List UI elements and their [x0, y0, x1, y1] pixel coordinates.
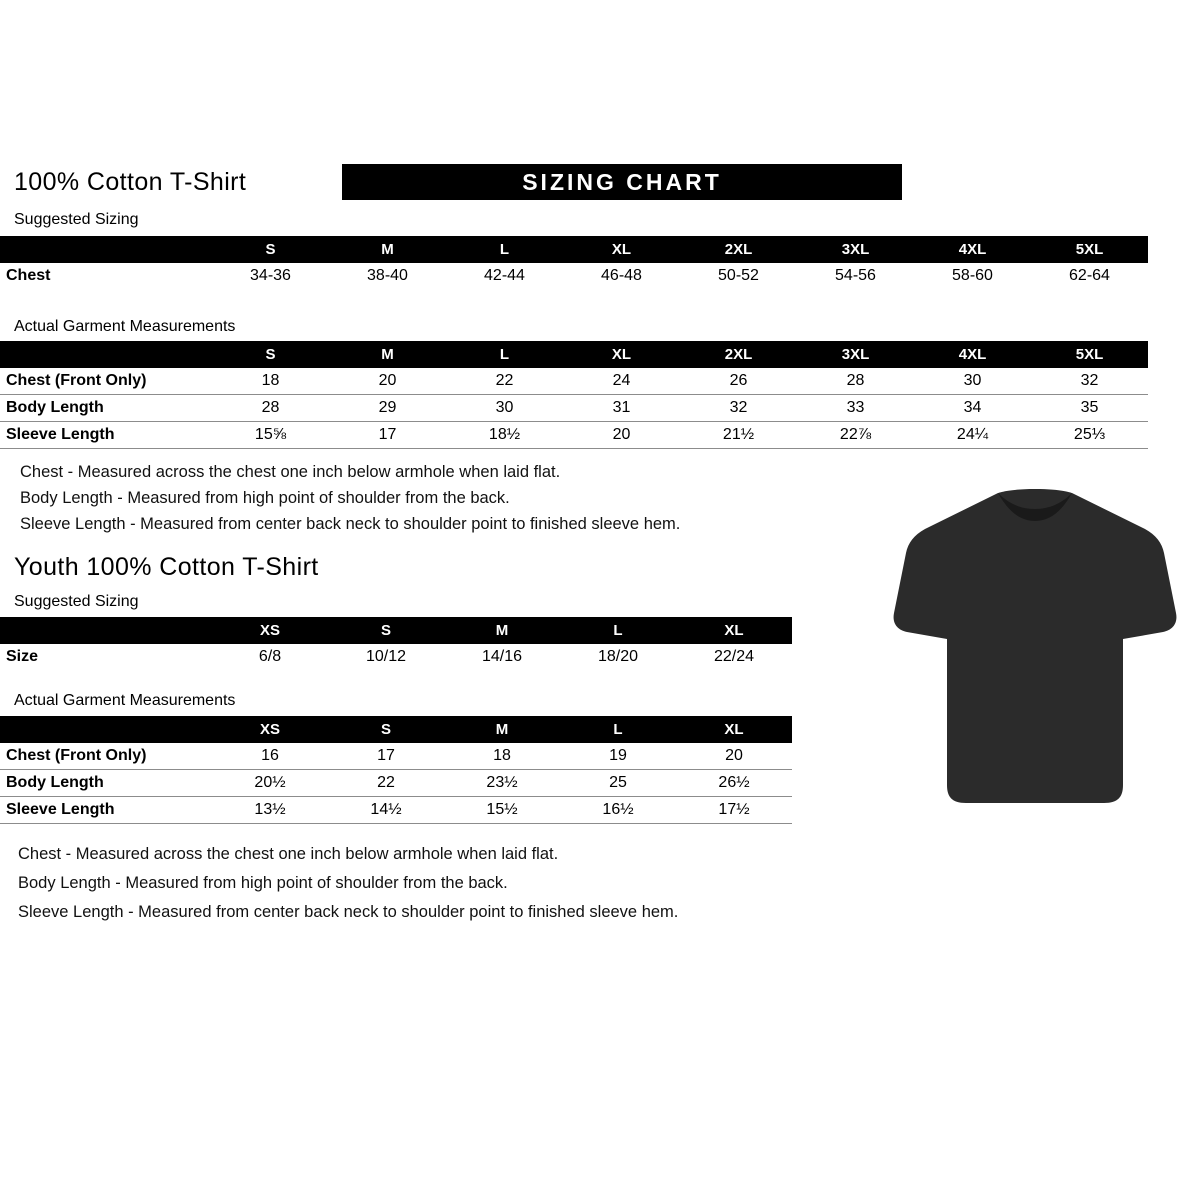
table-cell: 34-36 — [250, 267, 291, 284]
table-cell: 42-44 — [484, 267, 525, 284]
column-header: XL — [676, 617, 792, 644]
table-cell: 24¼ — [956, 426, 989, 443]
column-header: 2XL — [680, 236, 797, 263]
table-cell: 14/16 — [481, 648, 523, 665]
table-cell: 24 — [612, 372, 631, 389]
table-cell: 17 — [377, 747, 395, 764]
row-label: Chest (Front Only) — [6, 372, 147, 389]
adult-note-sleeve-length: Sleeve Length - Measured from center back neck to shoulder point to finished sleeve hem. — [20, 515, 681, 533]
table-cell: 29 — [378, 399, 397, 416]
youth-note-body-length: Body Length - Measured from high point of shoulder from the back. — [18, 874, 508, 892]
table-cell: 16½ — [602, 801, 634, 818]
youth-section-title: Youth 100% Cotton T-Shirt — [14, 553, 319, 581]
table-cell: 17 — [378, 426, 397, 443]
row-label: Chest (Front Only) — [6, 747, 147, 764]
table-cell: 34 — [963, 399, 982, 416]
adult-section-title: 100% Cotton T-Shirt — [14, 168, 247, 196]
column-header: XS — [212, 716, 328, 743]
youth-note-sleeve-length: Sleeve Length - Measured from center back neck to shoulder point to finished sleeve hem. — [18, 903, 679, 921]
adult-note-chest: Chest - Measured across the chest one inch below armhole when laid flat. — [20, 463, 561, 481]
column-header: 4XL — [914, 341, 1031, 368]
table-row — [0, 422, 1148, 449]
column-header: XL — [676, 716, 792, 743]
column-header: M — [444, 716, 560, 743]
table-cell: 6/8 — [258, 648, 282, 665]
table-cell: 58-60 — [952, 267, 993, 284]
table-cell: 19 — [609, 747, 627, 764]
table-header-row — [0, 341, 1148, 368]
table-cell: 22/24 — [713, 648, 755, 665]
column-header — [0, 716, 212, 743]
column-header — [0, 341, 212, 368]
column-header: L — [560, 617, 676, 644]
youth-suggested-sizing-label: Suggested Sizing — [14, 593, 139, 610]
table-cell: 35 — [1080, 399, 1099, 416]
column-header: 4XL — [914, 236, 1031, 263]
column-header: 2XL — [680, 341, 797, 368]
table-row — [0, 263, 1148, 289]
column-header: S — [328, 617, 444, 644]
table-cell: 18 — [261, 372, 280, 389]
table-cell: 21½ — [722, 426, 755, 443]
table-row — [0, 644, 792, 670]
column-header — [0, 617, 212, 644]
table-row — [0, 395, 1148, 422]
table-cell: 18 — [493, 747, 511, 764]
table-cell: 54-56 — [835, 267, 876, 284]
table-cell: 28 — [261, 399, 280, 416]
table-cell: 46-48 — [601, 267, 642, 284]
column-header: S — [328, 716, 444, 743]
table-cell: 20½ — [254, 774, 286, 791]
column-header: S — [212, 341, 329, 368]
table-cell: 25 — [609, 774, 627, 791]
column-header: XS — [212, 617, 328, 644]
column-header: M — [329, 236, 446, 263]
table-cell: 18½ — [488, 426, 521, 443]
table-header-row — [0, 617, 792, 644]
table-cell: 25⅓ — [1073, 426, 1106, 443]
column-header — [0, 236, 212, 263]
table-row — [0, 743, 792, 770]
column-header: 5XL — [1031, 341, 1148, 368]
column-header: L — [560, 716, 676, 743]
table-cell: 16 — [261, 747, 279, 764]
adult-suggested-sizing-label: Suggested Sizing — [14, 211, 139, 228]
table-cell: 23½ — [486, 774, 518, 791]
youth-suggested-sizing-table — [0, 617, 792, 670]
table-cell: 32 — [1080, 372, 1099, 389]
row-label: Body Length — [6, 774, 104, 791]
table-cell: 26½ — [718, 774, 750, 791]
row-label: Sleeve Length — [6, 426, 115, 443]
adult-note-body-length: Body Length - Measured from high point of shoulder from the back. — [20, 489, 510, 507]
row-label: Sleeve Length — [6, 801, 115, 818]
table-cell: 30 — [963, 372, 982, 389]
column-header: XL — [563, 236, 680, 263]
column-header: S — [212, 236, 329, 263]
table-cell: 26 — [729, 372, 748, 389]
table-header-row — [0, 716, 792, 743]
table-cell: 22 — [377, 774, 395, 791]
table-cell: 28 — [846, 372, 865, 389]
column-header: M — [444, 617, 560, 644]
youth-actual-measurements-label: Actual Garment Measurements — [14, 692, 236, 709]
row-label: Chest — [6, 267, 51, 284]
youth-note-chest: Chest - Measured across the chest one inch below armhole when laid flat. — [18, 845, 559, 863]
table-header-row — [0, 236, 1148, 263]
column-header: L — [446, 236, 563, 263]
table-cell: 18/20 — [597, 648, 639, 665]
column-header: 5XL — [1031, 236, 1148, 263]
column-header: XL — [563, 341, 680, 368]
table-cell: 14½ — [370, 801, 402, 818]
table-cell: 62-64 — [1069, 267, 1110, 284]
table-cell: 30 — [495, 399, 514, 416]
adult-suggested-sizing-table — [0, 236, 1148, 289]
tshirt-icon — [890, 485, 1180, 815]
column-header: M — [329, 341, 446, 368]
sizing-chart-banner-label: SIZING CHART — [522, 169, 722, 195]
table-cell: 10/12 — [365, 648, 407, 665]
table-cell: 13½ — [254, 801, 286, 818]
column-header: L — [446, 341, 563, 368]
table-cell: 20 — [725, 747, 743, 764]
youth-actual-measurements-table — [0, 716, 792, 824]
table-cell: 31 — [612, 399, 631, 416]
column-header: 3XL — [797, 341, 914, 368]
tshirt-illustration — [890, 485, 1180, 815]
table-cell: 20 — [378, 372, 397, 389]
adult-actual-measurements-label: Actual Garment Measurements — [14, 318, 236, 335]
sizing-chart-banner — [342, 164, 902, 200]
table-cell: 15⅝ — [254, 426, 287, 443]
adult-actual-measurements-table — [0, 341, 1148, 449]
table-cell: 32 — [729, 399, 748, 416]
row-label: Size — [6, 648, 39, 665]
row-label: Body Length — [6, 399, 104, 416]
table-cell: 20 — [612, 426, 631, 443]
table-row — [0, 368, 1148, 395]
table-cell: 22 — [495, 372, 514, 389]
table-row — [0, 770, 792, 797]
table-cell: 33 — [846, 399, 865, 416]
table-cell: 50-52 — [718, 267, 759, 284]
table-row — [0, 797, 792, 824]
table-cell: 38-40 — [367, 267, 408, 284]
column-header: 3XL — [797, 236, 914, 263]
table-cell: 15½ — [486, 801, 518, 818]
table-cell: 22⅞ — [839, 426, 872, 443]
table-cell: 17½ — [718, 801, 750, 818]
